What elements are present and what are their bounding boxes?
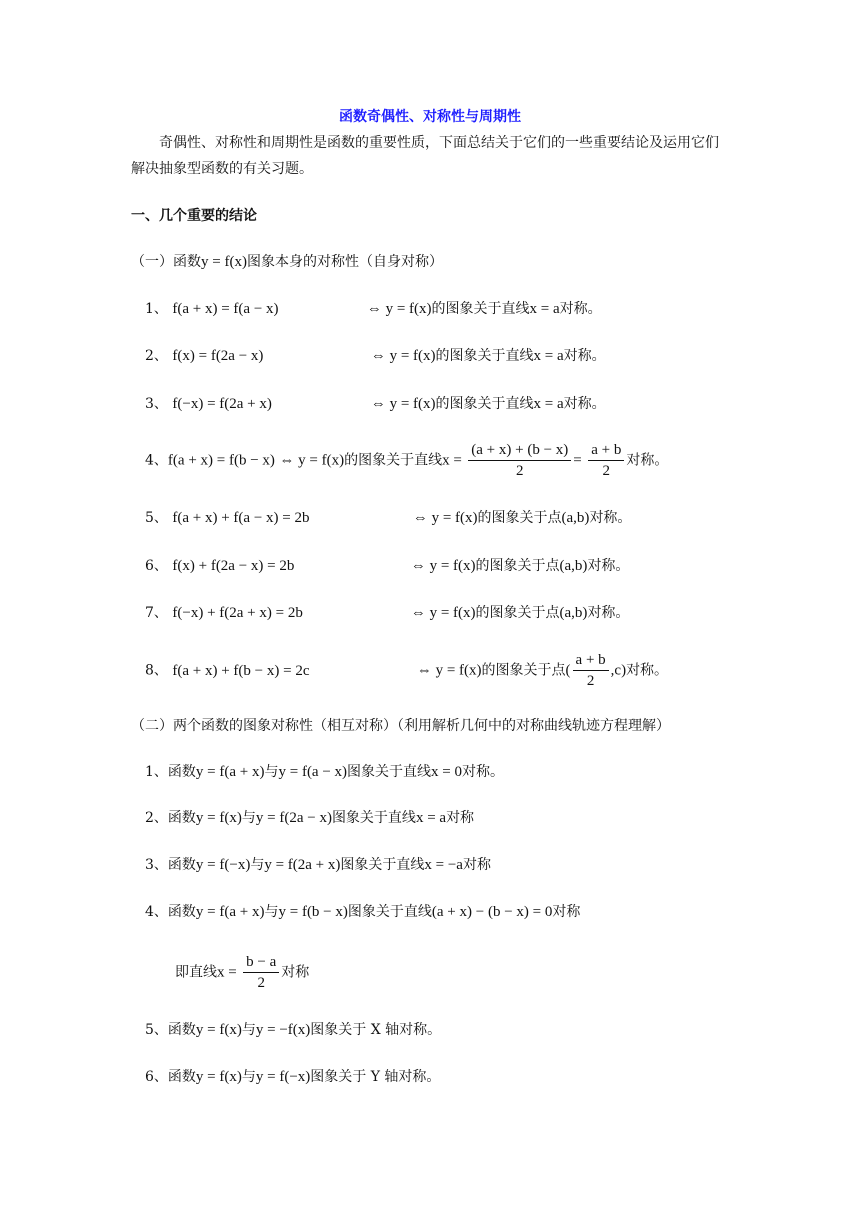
conj: 与 bbox=[264, 904, 279, 920]
rule-lhs: f(a + x) = f(b − x) bbox=[167, 452, 275, 469]
rule-rhs-math2: x = a bbox=[533, 348, 564, 364]
mutual-item-5 bbox=[145, 1020, 441, 1040]
math-2: y = −f(x) bbox=[255, 1022, 311, 1038]
math-2: y = f(b − x) bbox=[278, 904, 348, 920]
rule-rhs-math2: (a,b) bbox=[559, 605, 588, 621]
rule-rhs-text: 的图象关于点 bbox=[481, 662, 566, 679]
rule-item-2 bbox=[145, 346, 606, 366]
math-3: x = a bbox=[415, 810, 447, 826]
conj: 与 bbox=[241, 1069, 256, 1085]
fraction-midpoint bbox=[573, 650, 609, 691]
math-1: y = f(x) bbox=[195, 810, 242, 826]
item-text: 图象关于直线 bbox=[347, 904, 432, 920]
rule-rhs-end: 对称。 bbox=[563, 396, 606, 412]
cont-math: x = bbox=[217, 964, 237, 981]
fraction-simplified bbox=[588, 440, 624, 481]
item-num: 3、函数 bbox=[145, 857, 196, 873]
fraction-midpoint bbox=[468, 440, 571, 481]
rule-item-5 bbox=[145, 508, 631, 528]
rule-num: 1、 bbox=[145, 301, 168, 317]
mutual-item-4-continuation bbox=[175, 952, 309, 993]
item-text: 图象关于直线 bbox=[331, 810, 416, 826]
item-num: 4、函数 bbox=[145, 904, 196, 920]
rule-rhs-math2: x = a bbox=[529, 301, 560, 317]
fraction-denominator: 2 bbox=[602, 463, 611, 479]
fraction-denominator: 2 bbox=[516, 463, 524, 479]
conj: 与 bbox=[241, 1022, 256, 1038]
math-3: (a + x) − (b − x) = 0 bbox=[431, 904, 553, 920]
rule-rhs-end: 对称。 bbox=[589, 510, 632, 526]
item-num: 6、函数 bbox=[145, 1069, 196, 1085]
rule-rhs-math2: x = a bbox=[533, 396, 564, 412]
rule-rhs-text: 的图象关于点 bbox=[475, 558, 560, 574]
rule-item-6 bbox=[145, 556, 629, 576]
paren-close: ,c) bbox=[610, 662, 627, 679]
fraction-numerator: a + b bbox=[588, 440, 624, 461]
item-end: 对称 bbox=[462, 857, 491, 873]
fraction-denominator: 2 bbox=[586, 673, 595, 689]
math-2: y = f(2a − x) bbox=[255, 810, 332, 826]
rule-rhs-math: ⇔ y = f(x) bbox=[410, 605, 476, 621]
rule-rhs-text: 的图象关于直线 bbox=[435, 396, 534, 412]
math-1: y = f(a + x) bbox=[195, 764, 265, 780]
mutual-item-4 bbox=[145, 902, 580, 922]
mutual-item-1 bbox=[145, 762, 504, 782]
rule-lhs: f(a + x) + f(b − x) = 2c bbox=[172, 662, 310, 679]
rule-rhs-text: 的图象关于直线 bbox=[344, 452, 443, 469]
rule-rhs-end: 对称。 bbox=[587, 558, 630, 574]
rule-num: 4、 bbox=[145, 452, 168, 469]
cont-end: 对称 bbox=[281, 964, 310, 981]
fraction-denominator: 2 bbox=[257, 975, 265, 991]
rule-item-7 bbox=[145, 603, 629, 623]
item-text: 图象关于 Y 轴对称。 bbox=[310, 1069, 441, 1085]
rule-item-4 bbox=[145, 440, 668, 481]
math-2: y = f(a − x) bbox=[278, 764, 348, 780]
fraction-numerator: a + b bbox=[573, 650, 609, 671]
rule-rhs-math: ⇔ y = f(x) bbox=[370, 396, 436, 412]
rule-rhs-math2: (a,b) bbox=[559, 558, 588, 574]
sub1-heading-math: y = f(x) bbox=[201, 254, 247, 270]
mutual-item-3 bbox=[145, 855, 491, 875]
rule-rhs-math: ⇔ y = f(x) bbox=[412, 510, 478, 526]
rule-lhs: f(−x) = f(2a + x) bbox=[172, 396, 272, 412]
subsection-heading-1 bbox=[131, 252, 443, 272]
fraction-numerator: (a + x) + (b − x) bbox=[468, 440, 571, 461]
rule-item-8 bbox=[145, 650, 668, 691]
rule-rhs-end: 对称。 bbox=[563, 348, 606, 364]
rule-rhs-math: ⇔ y = f(x) bbox=[370, 348, 436, 364]
math-3: x = −a bbox=[424, 857, 463, 873]
rule-rhs-math2: x = bbox=[442, 452, 462, 469]
rule-num: 2、 bbox=[145, 348, 168, 364]
rule-num: 5、 bbox=[145, 510, 168, 526]
fraction-numerator: b − a bbox=[243, 952, 279, 973]
mutual-item-6 bbox=[145, 1067, 440, 1087]
item-end: 对称 bbox=[552, 904, 581, 920]
rule-rhs-end: 对称。 bbox=[626, 452, 669, 469]
rule-rhs-end: 对称。 bbox=[626, 662, 669, 679]
rule-item-1 bbox=[145, 299, 602, 319]
item-text: 图象关于直线 bbox=[340, 857, 425, 873]
rule-rhs-text: 的图象关于直线 bbox=[431, 301, 530, 317]
conj: 与 bbox=[264, 764, 279, 780]
rule-lhs: f(a + x) = f(a − x) bbox=[172, 301, 279, 317]
document-title: 函数奇偶性、对称性与周期性 bbox=[339, 109, 521, 125]
subsection-heading-2: （二）两个函数的图象对称性（相互对称）（利用解析几何中的对称曲线轨迹方程理解） bbox=[131, 718, 670, 734]
item-num: 2、函数 bbox=[145, 810, 196, 826]
sub1-heading-post: 图象本身的对称性（自身对称） bbox=[246, 254, 443, 270]
rule-num: 6、 bbox=[145, 558, 168, 574]
rule-rhs-end: 对称。 bbox=[559, 301, 602, 317]
math-1: y = f(x) bbox=[195, 1069, 242, 1085]
rule-rhs-math2: (a,b) bbox=[561, 510, 590, 526]
sub1-heading-pre: （一）函数 bbox=[131, 254, 201, 270]
math-2: y = f(−x) bbox=[255, 1069, 311, 1085]
cont-pre: 即直线 bbox=[175, 964, 217, 981]
rule-num: 7、 bbox=[145, 605, 168, 621]
equals-sign: = bbox=[573, 452, 582, 469]
item-end: 对称 bbox=[446, 810, 475, 826]
rule-rhs-math: ⇔ y = f(x) bbox=[279, 452, 345, 469]
conj: 与 bbox=[250, 857, 265, 873]
rule-lhs: f(x) + f(2a − x) = 2b bbox=[172, 558, 295, 574]
rule-rhs-text: 的图象关于直线 bbox=[435, 348, 534, 364]
rule-lhs: f(−x) + f(2a + x) = 2b bbox=[172, 605, 303, 621]
rule-rhs-math: ⇔ y = f(x) bbox=[410, 558, 476, 574]
conj: 与 bbox=[241, 810, 256, 826]
item-num: 5、函数 bbox=[145, 1022, 196, 1038]
item-end: 对称。 bbox=[462, 764, 505, 780]
rule-lhs: f(a + x) + f(a − x) = 2b bbox=[172, 510, 310, 526]
math-1: y = f(x) bbox=[195, 1022, 242, 1038]
item-text: 图象关于直线 bbox=[347, 764, 432, 780]
math-1: y = f(a + x) bbox=[195, 904, 265, 920]
mutual-item-2 bbox=[145, 808, 474, 828]
math-3: x = 0 bbox=[431, 764, 463, 780]
rule-rhs-math: ⇔ y = f(x) bbox=[416, 662, 482, 679]
rule-lhs: f(x) = f(2a − x) bbox=[172, 348, 264, 364]
intro-paragraph: 奇偶性、对称性和周期性是函数的重要性质，下面总结关于它们的一些重要结论及运用它们解决抽象型函数的有关习题。 bbox=[131, 135, 719, 177]
math-2: y = f(2a + x) bbox=[264, 857, 341, 873]
rule-rhs-end: 对称。 bbox=[587, 605, 630, 621]
rule-num: 3、 bbox=[145, 396, 168, 412]
fraction-axis bbox=[243, 952, 279, 993]
rule-rhs-text: 的图象关于点 bbox=[477, 510, 562, 526]
rule-rhs-text: 的图象关于点 bbox=[475, 605, 560, 621]
item-text: 图象关于 X 轴对称。 bbox=[310, 1022, 442, 1038]
paren-open: ( bbox=[565, 662, 571, 679]
item-num: 1、函数 bbox=[145, 764, 196, 780]
math-1: y = f(−x) bbox=[195, 857, 251, 873]
section-heading-1: 一、几个重要的结论 bbox=[131, 208, 257, 224]
rule-num: 8、 bbox=[145, 662, 168, 679]
rule-rhs-math: ⇔ y = f(x) bbox=[366, 301, 432, 317]
rule-item-3 bbox=[145, 394, 606, 414]
